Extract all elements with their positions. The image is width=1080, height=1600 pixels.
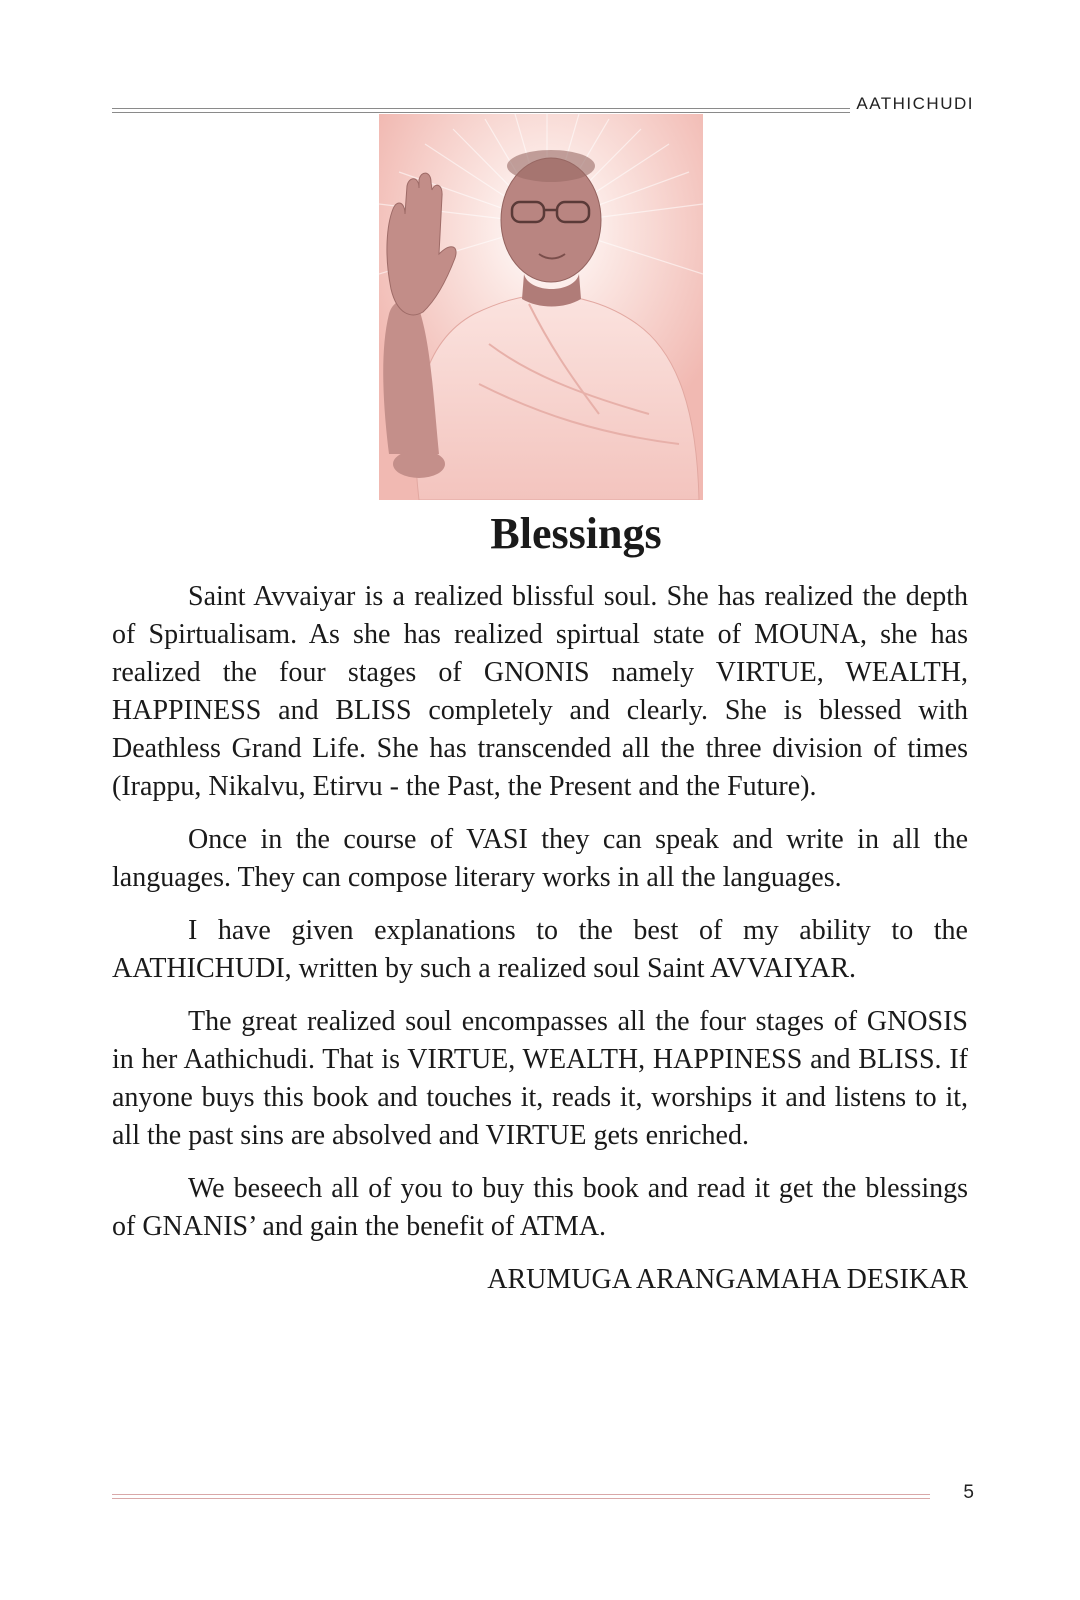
- page-heading: Blessings: [490, 509, 662, 558]
- page-footer: [112, 1482, 974, 1512]
- running-title: AATHICHUDI: [856, 94, 974, 113]
- author-signature: ARUMUGA ARANGAMAHA DESIKAR: [487, 1264, 968, 1295]
- paragraph: Once in the course of VASI they can speak and write in all the languages. They can compose literary works in all the languages.: [112, 824, 968, 893]
- saint-portrait-image: [379, 114, 703, 500]
- header-rule: [112, 108, 850, 113]
- portrait-illustration: [379, 114, 703, 500]
- body-text: [112, 578, 968, 1299]
- page-number: 5: [963, 1482, 974, 1503]
- footer-rule: [112, 1494, 930, 1499]
- paragraph: The great realized soul encompasses all the four stages of GNOSIS in her Aathichudi. That is VIRTUE, WEALTH, HAPPINESS and BLISS. If anyone buys this book and touches it, reads it, worships it and listens to it, all the past sins are absolved and VIRTUE gets enriched.: [112, 1006, 968, 1151]
- paragraph: Saint Avvaiyar is a realized blissful soul. She has realized the depth of Spirtualisam. As she has realized spirtual state of MOUNA, she has realized the four stages of GNONIS namely VIRTUE, WEALTH, HAPPINESS and BLISS completely and clearly. She is blessed with Deathless Grand Life. She has transcended all the three division of times (Irappu, Nikalvu, Etirvu - the Past, the Present and the Future).: [112, 581, 968, 802]
- paragraph: I have given explanations to the best of my ability to the AATHICHUDI, written by such a realized soul Saint AVVAIYAR.: [112, 915, 968, 984]
- paragraph: We beseech all of you to buy this book and read it get the blessings of GNANIS’ and gain the benefit of ATMA.: [112, 1173, 968, 1242]
